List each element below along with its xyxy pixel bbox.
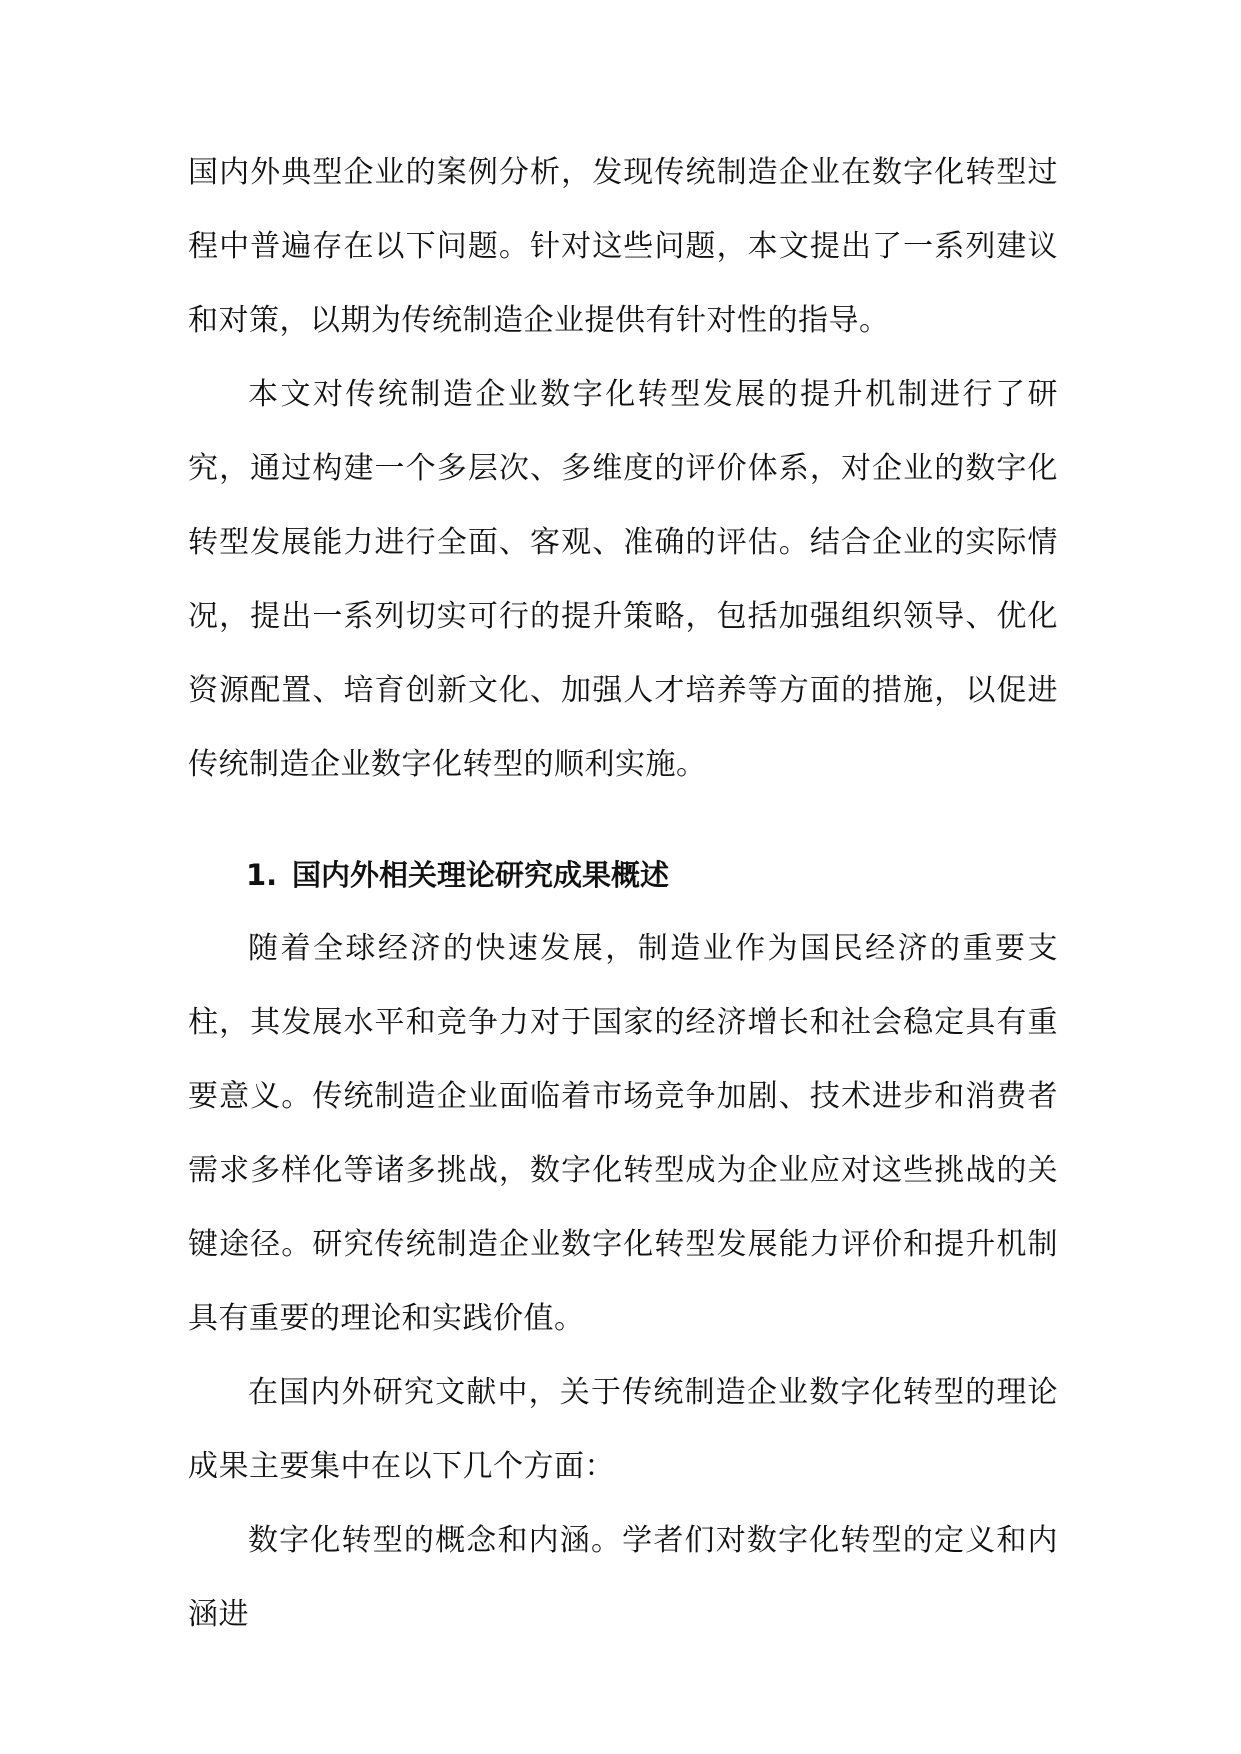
paragraph-case-analysis: 国内外典型企业的案例分析，发现传统制造企业在数字化转型过程中普遍存在以下问题。针对这些问题，本文提出了一系列建议和对策，以期为传统制造企业提供有针对性的指导。 bbox=[188, 155, 1058, 338]
paragraph-improvement-mechanism: 本文对传统制造企业数字化转型发展的提升机制进行了研究，通过构建一个多层次、多维度的评价体系，对企业的数字化转型发展能力进行全面、客观、准确的评估。结合企业的实际情况，提出一系列切实可行的提升策略，包括加强组织领导、优化资源配置、培育创新文化、加强人才培养等方面的措施，以促进传统制造企业数字化转型的顺利实施。 bbox=[188, 377, 1058, 782]
section-number: 1. bbox=[246, 858, 278, 892]
section-title: 国内外相关理论研究成果概述 bbox=[292, 858, 670, 892]
section-heading bbox=[188, 838, 1058, 912]
paragraph-concept: 数字化转型的概念和内涵。学者们对数字化转型的定义和内涵进 bbox=[188, 1523, 1058, 1632]
document-body bbox=[188, 136, 1058, 1652]
paragraph-background: 随着全球经济的快速发展，制造业作为国民经济的重要支柱，其发展水平和竞争力对于国家的经济增长和社会稳定具有重要意义。传统制造企业面临着市场竞争加剧、技术进步和消费者需求多样化等诸多挑战，数字化转型成为企业应对这些挑战的关键途径。研究传统制造企业数字化转型发展能力评价和提升机制具有重要的理论和实践价值。 bbox=[188, 931, 1058, 1336]
paragraph-literature-intro: 在国内外研究文献中，关于传统制造企业数字化转型的理论成果主要集中在以下几个方面： bbox=[188, 1375, 1058, 1484]
